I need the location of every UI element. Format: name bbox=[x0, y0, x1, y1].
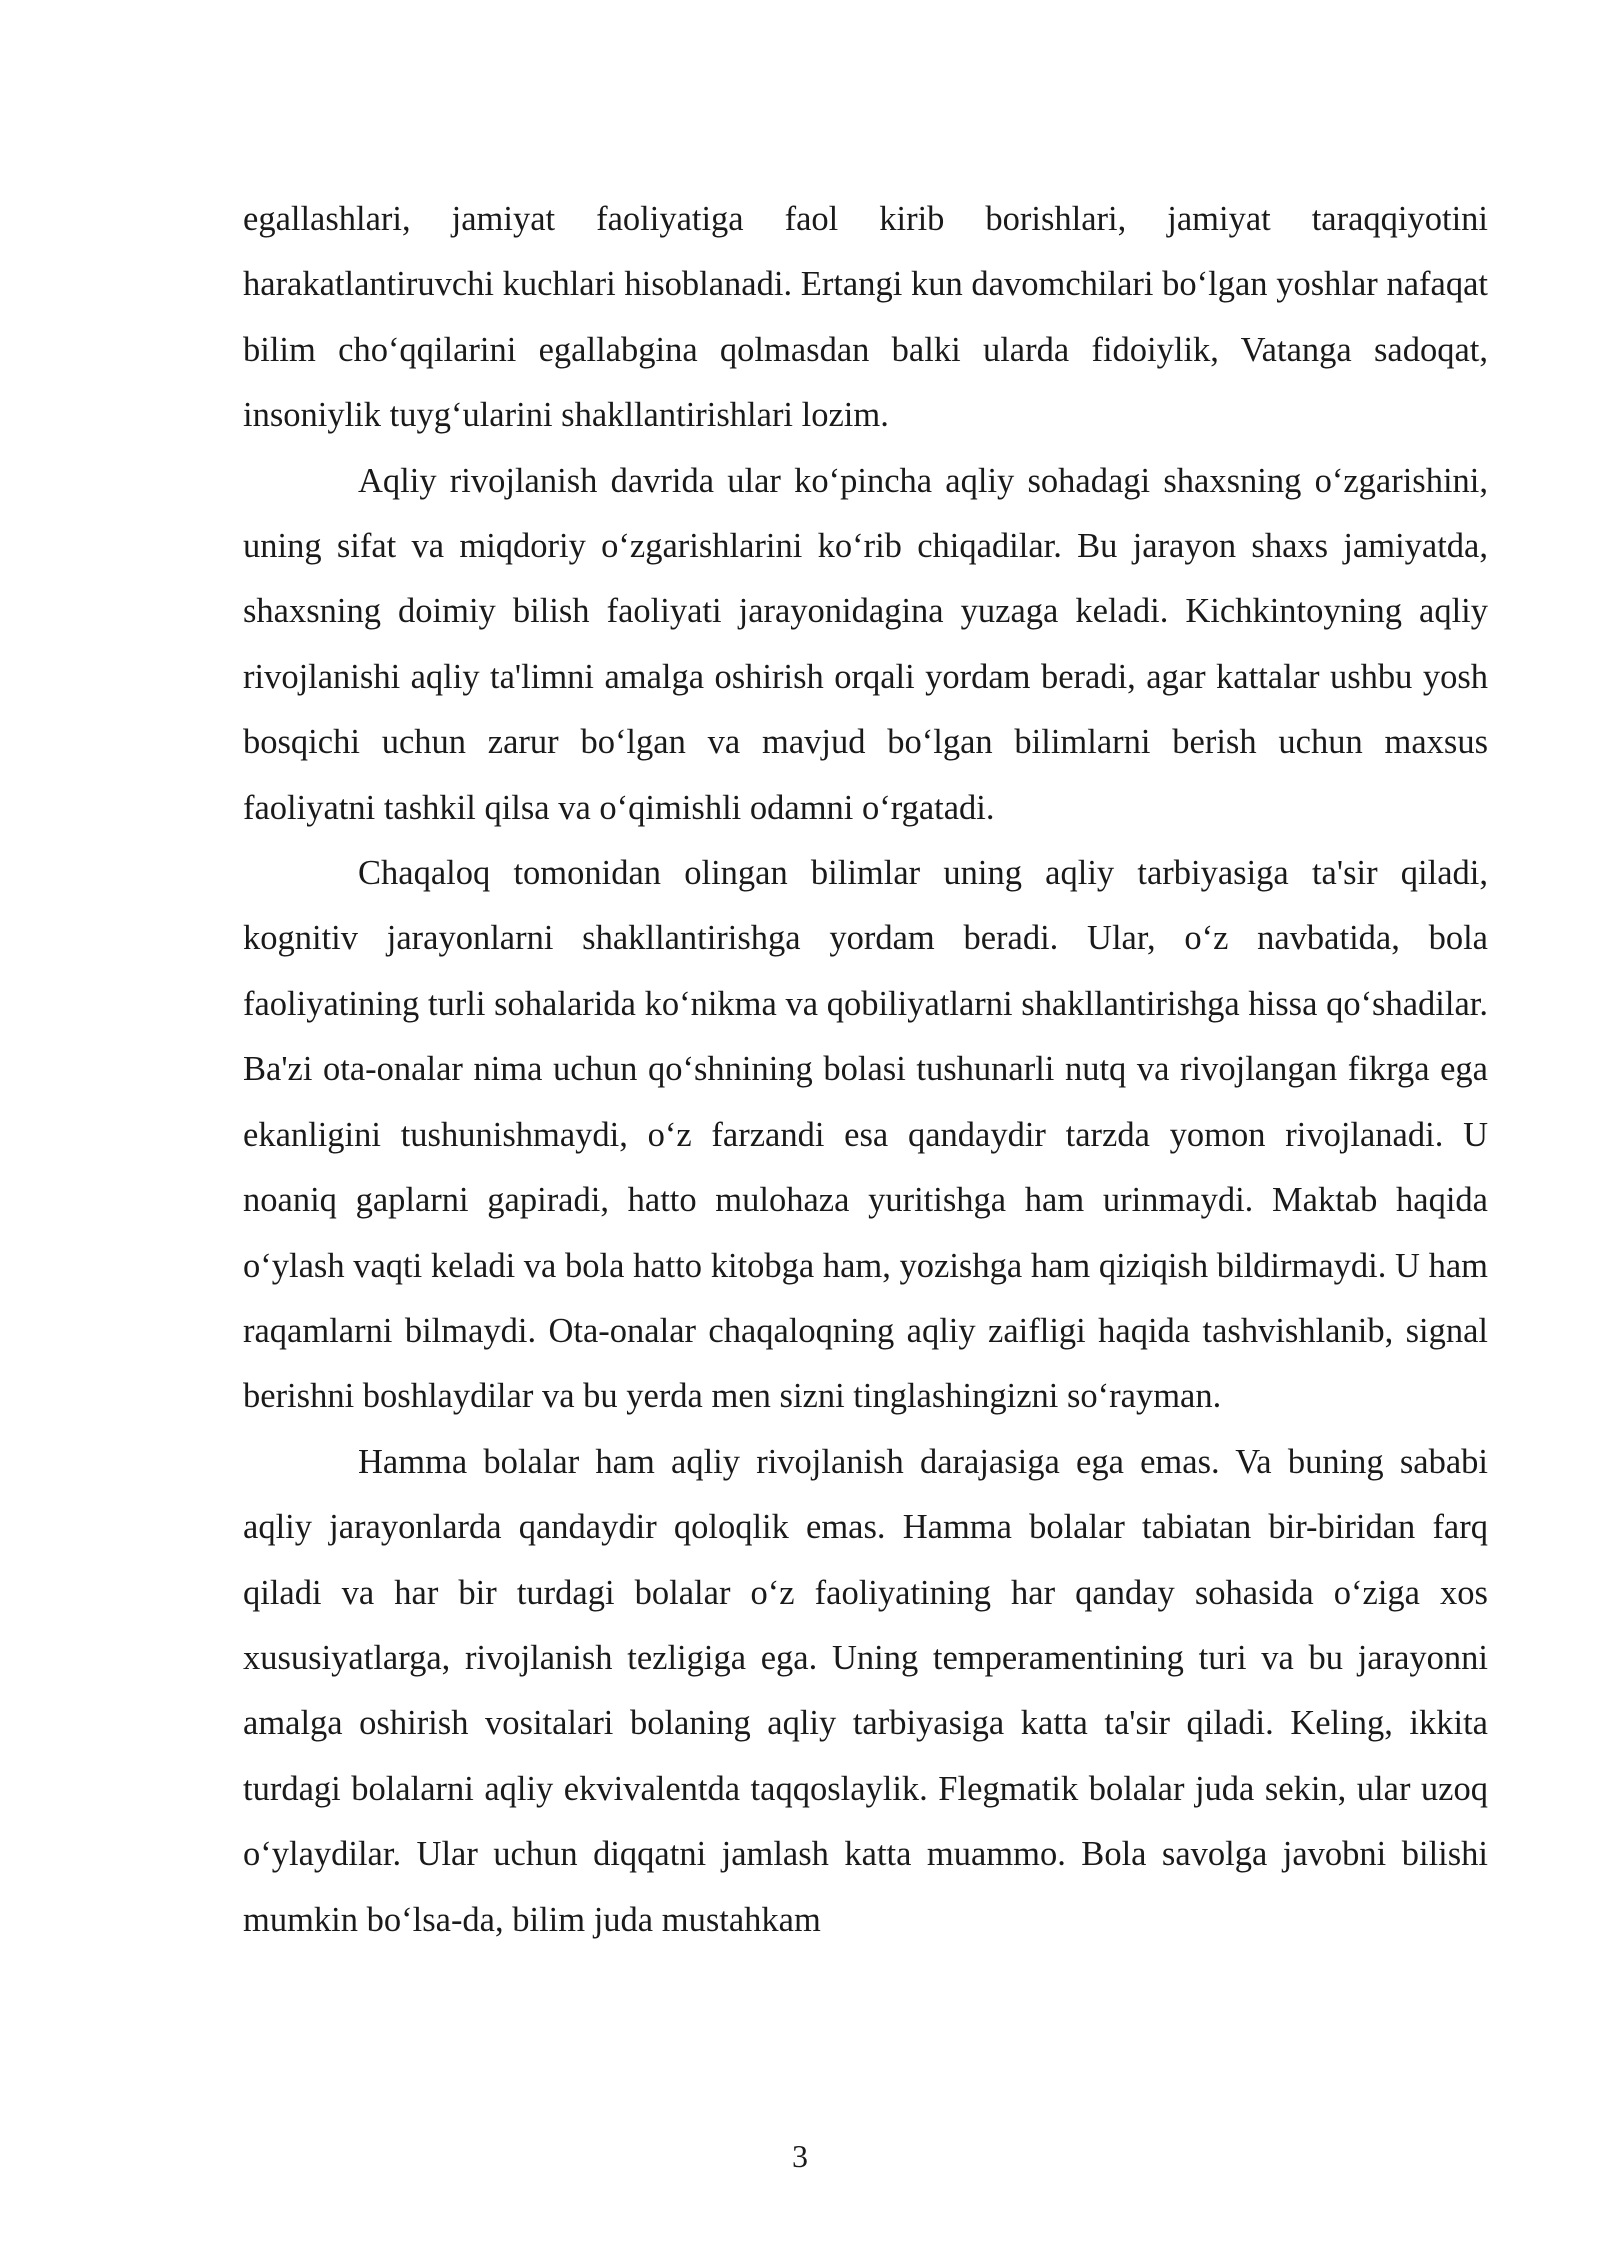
paragraph-knowledge-influence: Chaqaloq tomonidan olingan bilimlar uning aqliy tarbiyasiga ta'sir qiladi, kognitiv jarayonlarni shakllantirishga yordam beradi. Ular, o‘z navbatida, bola faoliyatining turli sohalarida ko‘nikma va qobiliyatlarni shakllantirishga hissa qo‘shadilar. Ba'zi ota-onalar nima uchun qo‘shnining bolasi tushunarli nutq va rivojlangan fikrga ega ekanligini tushunishmaydi, o‘z farzandi esa qandaydir tarzda yomon rivojlanadi. U noaniq gaplarni gapiradi, hatto mulohaza yuritishga ham urinmaydi. Maktab haqida o‘ylash vaqti keladi va bola hatto kitobga ham, yozishga ham qiziqish bildirmaydi. U ham raqamlarni bilmaydi. Ota-onalar chaqaloqning aqliy zaifligi haqida tashvishlanib, signal berishni boshlaydilar va bu yerda men sizni tinglashingizni so‘rayman. bbox=[243, 854, 1488, 1416]
paragraph-child-differences: Hamma bolalar ham aqliy rivojlanish darajasiga ega emas. Va buning sababi aqliy jarayonlarda qandaydir qoloqlik emas. Hamma bolalar tabiatan bir-biridan farq qiladi va har bir turdagi bolalar o‘z faoliyatining har qanday sohasida o‘ziga xos xususiyatlarga, rivojlanish tezligiga ega. Uning temperamentining turi va bu jarayonni amalga oshirish vositalari bolaning aqliy tarbiyasiga katta ta'sir qiladi. Keling, ikkita turdagi bolalarni aqliy ekvivalentda taqqoslaylik. Flegmatik bolalar juda sekin, ular uzoq o‘ylaydilar. Ular uchun diqqatni jamlash katta muammo. Bola savolga javobni bilishi mumkin bo‘lsa-da, bilim juda mustahkam bbox=[243, 1442, 1488, 1939]
paragraph-continuation: egallashlari, jamiyat faoliyatiga faol kirib borishlari, jamiyat taraqqiyotini harakatlantiruvchi kuchlari hisoblanadi. Ertangi kun davomchilari bo‘lgan yoshlar nafaqat bilim cho‘qqilarini egallabgina qolmasdan balki ularda fidoiylik, Vatanga sadoqat, insoniylik tuyg‘ularini shakllantirishlari lozim. bbox=[243, 200, 1488, 435]
page-number: 3 bbox=[792, 2138, 808, 2174]
document-body bbox=[243, 187, 1488, 1953]
paragraph-mental-development: Aqliy rivojlanish davrida ular ko‘pincha aqliy sohadagi shaxsning o‘zgarishini, uning sifat va miqdoriy o‘zgarishlarini ko‘rib chiqadilar. Bu jarayon shaxs jamiyatda, shaxsning doimiy bilish faoliyati jarayonidagina yuzaga keladi. Kichkintoyning aqliy rivojlanishi aqliy ta'limni amalga oshirish orqali yordam beradi, agar kattalar ushbu yosh bosqichi uchun zarur bo‘lgan va mavjud bo‘lgan bilimlarni berish uchun maxsus faoliyatni tashkil qilsa va o‘qimishli odamni o‘rgatadi. bbox=[243, 461, 1488, 827]
